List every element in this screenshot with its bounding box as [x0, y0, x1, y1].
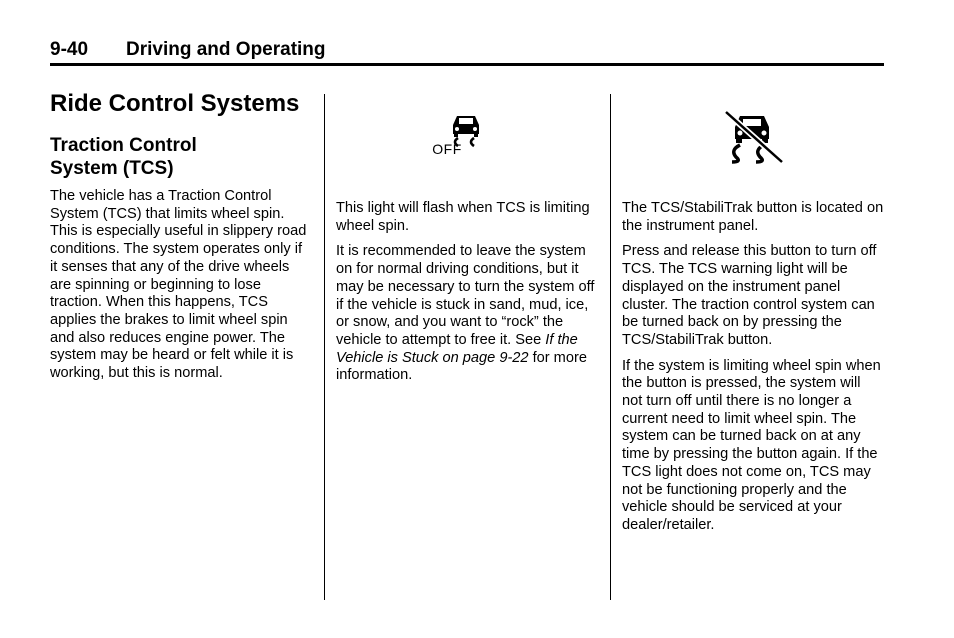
tcs-description: The vehicle has a Traction Control System (TCS) that limits wheel spin. This is especially useful in slippery road conditions. The system operates only if it senses that any of the drive wheels are spinning or beginning to lose traction. When this happens, TCS applies the brakes to limit wheel spin and also reduces engine power. The system may be heard or felt while it is working, but this is normal. — [50, 188, 307, 382]
off-label: OFF — [432, 141, 462, 157]
cross-reference-link[interactable]: If the Vehicle is Stuck on page 9-22 — [336, 331, 578, 366]
column-1 — [50, 90, 312, 383]
tcs-off-icon-area — [336, 90, 598, 190]
stabilitrak-off-icon — [722, 110, 786, 164]
limiting-note: If the system is limiting wheel spin when the button is pressed, the system will not turn off until there is no longer a current need to limit wheel spin. The system can be turned back on at any time by pressing the button again. If the TCS light does not come on, TCS may not be functioning properly and the vehicle should be serviced at your dealer/retailer. — [622, 357, 881, 533]
page-title: Ride Control Systems — [50, 90, 300, 117]
page-header — [50, 38, 884, 62]
column-3 — [622, 90, 884, 535]
column-2 — [336, 90, 598, 385]
column-divider-2 — [610, 94, 611, 600]
section-title: Driving and Operating — [126, 39, 326, 60]
section-heading: Traction Control System (TCS) — [50, 135, 197, 179]
header-rule — [50, 63, 884, 66]
flash-note: This light will flash when TCS is limiting wheel spin. — [336, 200, 590, 234]
button-location-text: The TCS/StabiliTrak button is located on the instrument panel. — [622, 200, 884, 234]
stabilitrak-off-icon-area — [622, 90, 884, 190]
turn-off-instructions: Press and release this button to turn off TCS. The TCS warning light will be displayed on the instrument panel cluster. The traction control system can be turned back on by pressing the TCS/StabiliTrak button. — [622, 243, 877, 348]
page-number: 9-40 — [50, 39, 89, 60]
recommendation-text: It is recommended to leave the system on for normal driving conditions, but it may be necessary to turn the system off if the vehicle is stuck in sand, mud, ice, or snow, and you want to “rock” the vehicle to attempt to free it. See If the Vehicle is Stuck on page 9-22 for more information. — [336, 243, 595, 384]
column-divider-1 — [324, 94, 325, 600]
